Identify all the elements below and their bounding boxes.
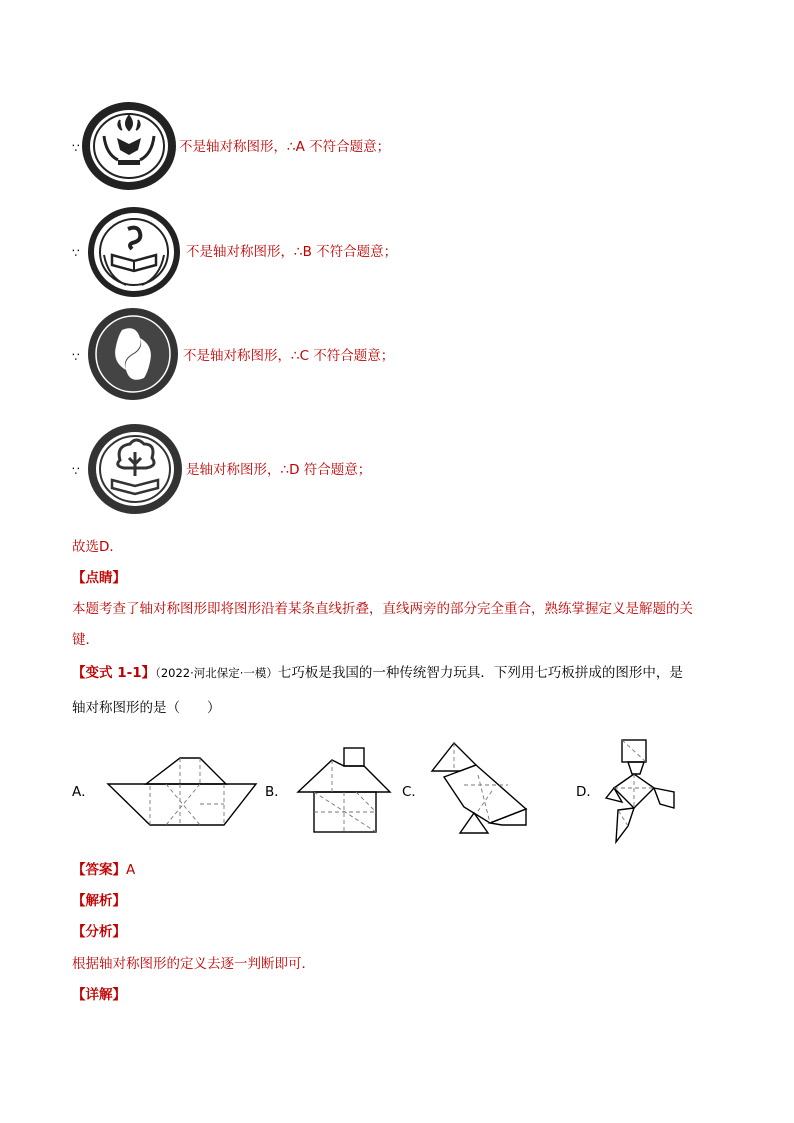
yin-yang-emblem-icon: [86, 306, 180, 402]
variant-question-line-1: [72, 664, 683, 682]
option-d-letter: D．: [576, 784, 600, 800]
option-b-letter: B．: [265, 784, 288, 800]
emblem-a-verdict: 不是轴对称图形，∴A 不符合题意；: [179, 139, 391, 155]
variant-text-line-1: 七巧板是我国的一种传统智力玩具．下列用七巧板拼成的图形中，是: [277, 665, 683, 681]
conclusion-text: 故选D．: [72, 539, 123, 555]
option-c-letter: C．: [402, 784, 425, 800]
comment-header: 【点睛】: [72, 570, 126, 586]
tangram-bird-icon: [430, 741, 530, 837]
answer-value: A: [126, 862, 136, 878]
emblem-b-verdict: 不是轴对称图形，∴B 不符合题意；: [186, 244, 398, 260]
because-symbol: ∵: [72, 464, 80, 478]
fenxi-text: 根据轴对称图形的定义去逐一判断即可．: [72, 956, 315, 972]
torch-laurel-emblem-icon: [80, 100, 178, 192]
answer-label: 【答案】: [72, 862, 126, 878]
emblem-c-verdict: 不是轴对称图形，∴C 不符合题意；: [183, 348, 395, 364]
comment-line-1: 本题考查了轴对称图形即将图形沿着某条直线折叠，直线两旁的部分完全重合，熟练掌握定义是解题的关: [72, 601, 693, 617]
because-symbol: ∵: [72, 246, 80, 260]
because-symbol: ∵: [72, 141, 80, 155]
answer-line: [72, 861, 135, 879]
variant-label: 【变式 1-1】: [72, 665, 156, 681]
variant-source: （2022·河北保定·一模）: [155, 666, 278, 680]
emblem-d-verdict: 是轴对称图形，∴D 符合题意；: [186, 462, 372, 478]
book-laurel-emblem-icon: [86, 205, 182, 299]
tangram-house-icon: [296, 746, 392, 834]
analysis-header: 【解析】: [72, 893, 126, 909]
variant-text-line-2: 轴对称图形的是（ ）: [72, 700, 221, 716]
tangram-runner-icon: [604, 738, 676, 844]
comment-line-2: 键．: [72, 632, 99, 648]
tree-book-emblem-icon: [86, 422, 184, 516]
detail-header: 【详解】: [72, 987, 126, 1003]
because-symbol: ∵: [72, 350, 80, 364]
fenxi-header: 【分析】: [72, 924, 126, 940]
option-a-letter: A．: [72, 784, 95, 800]
tangram-boat-icon: [106, 756, 258, 828]
